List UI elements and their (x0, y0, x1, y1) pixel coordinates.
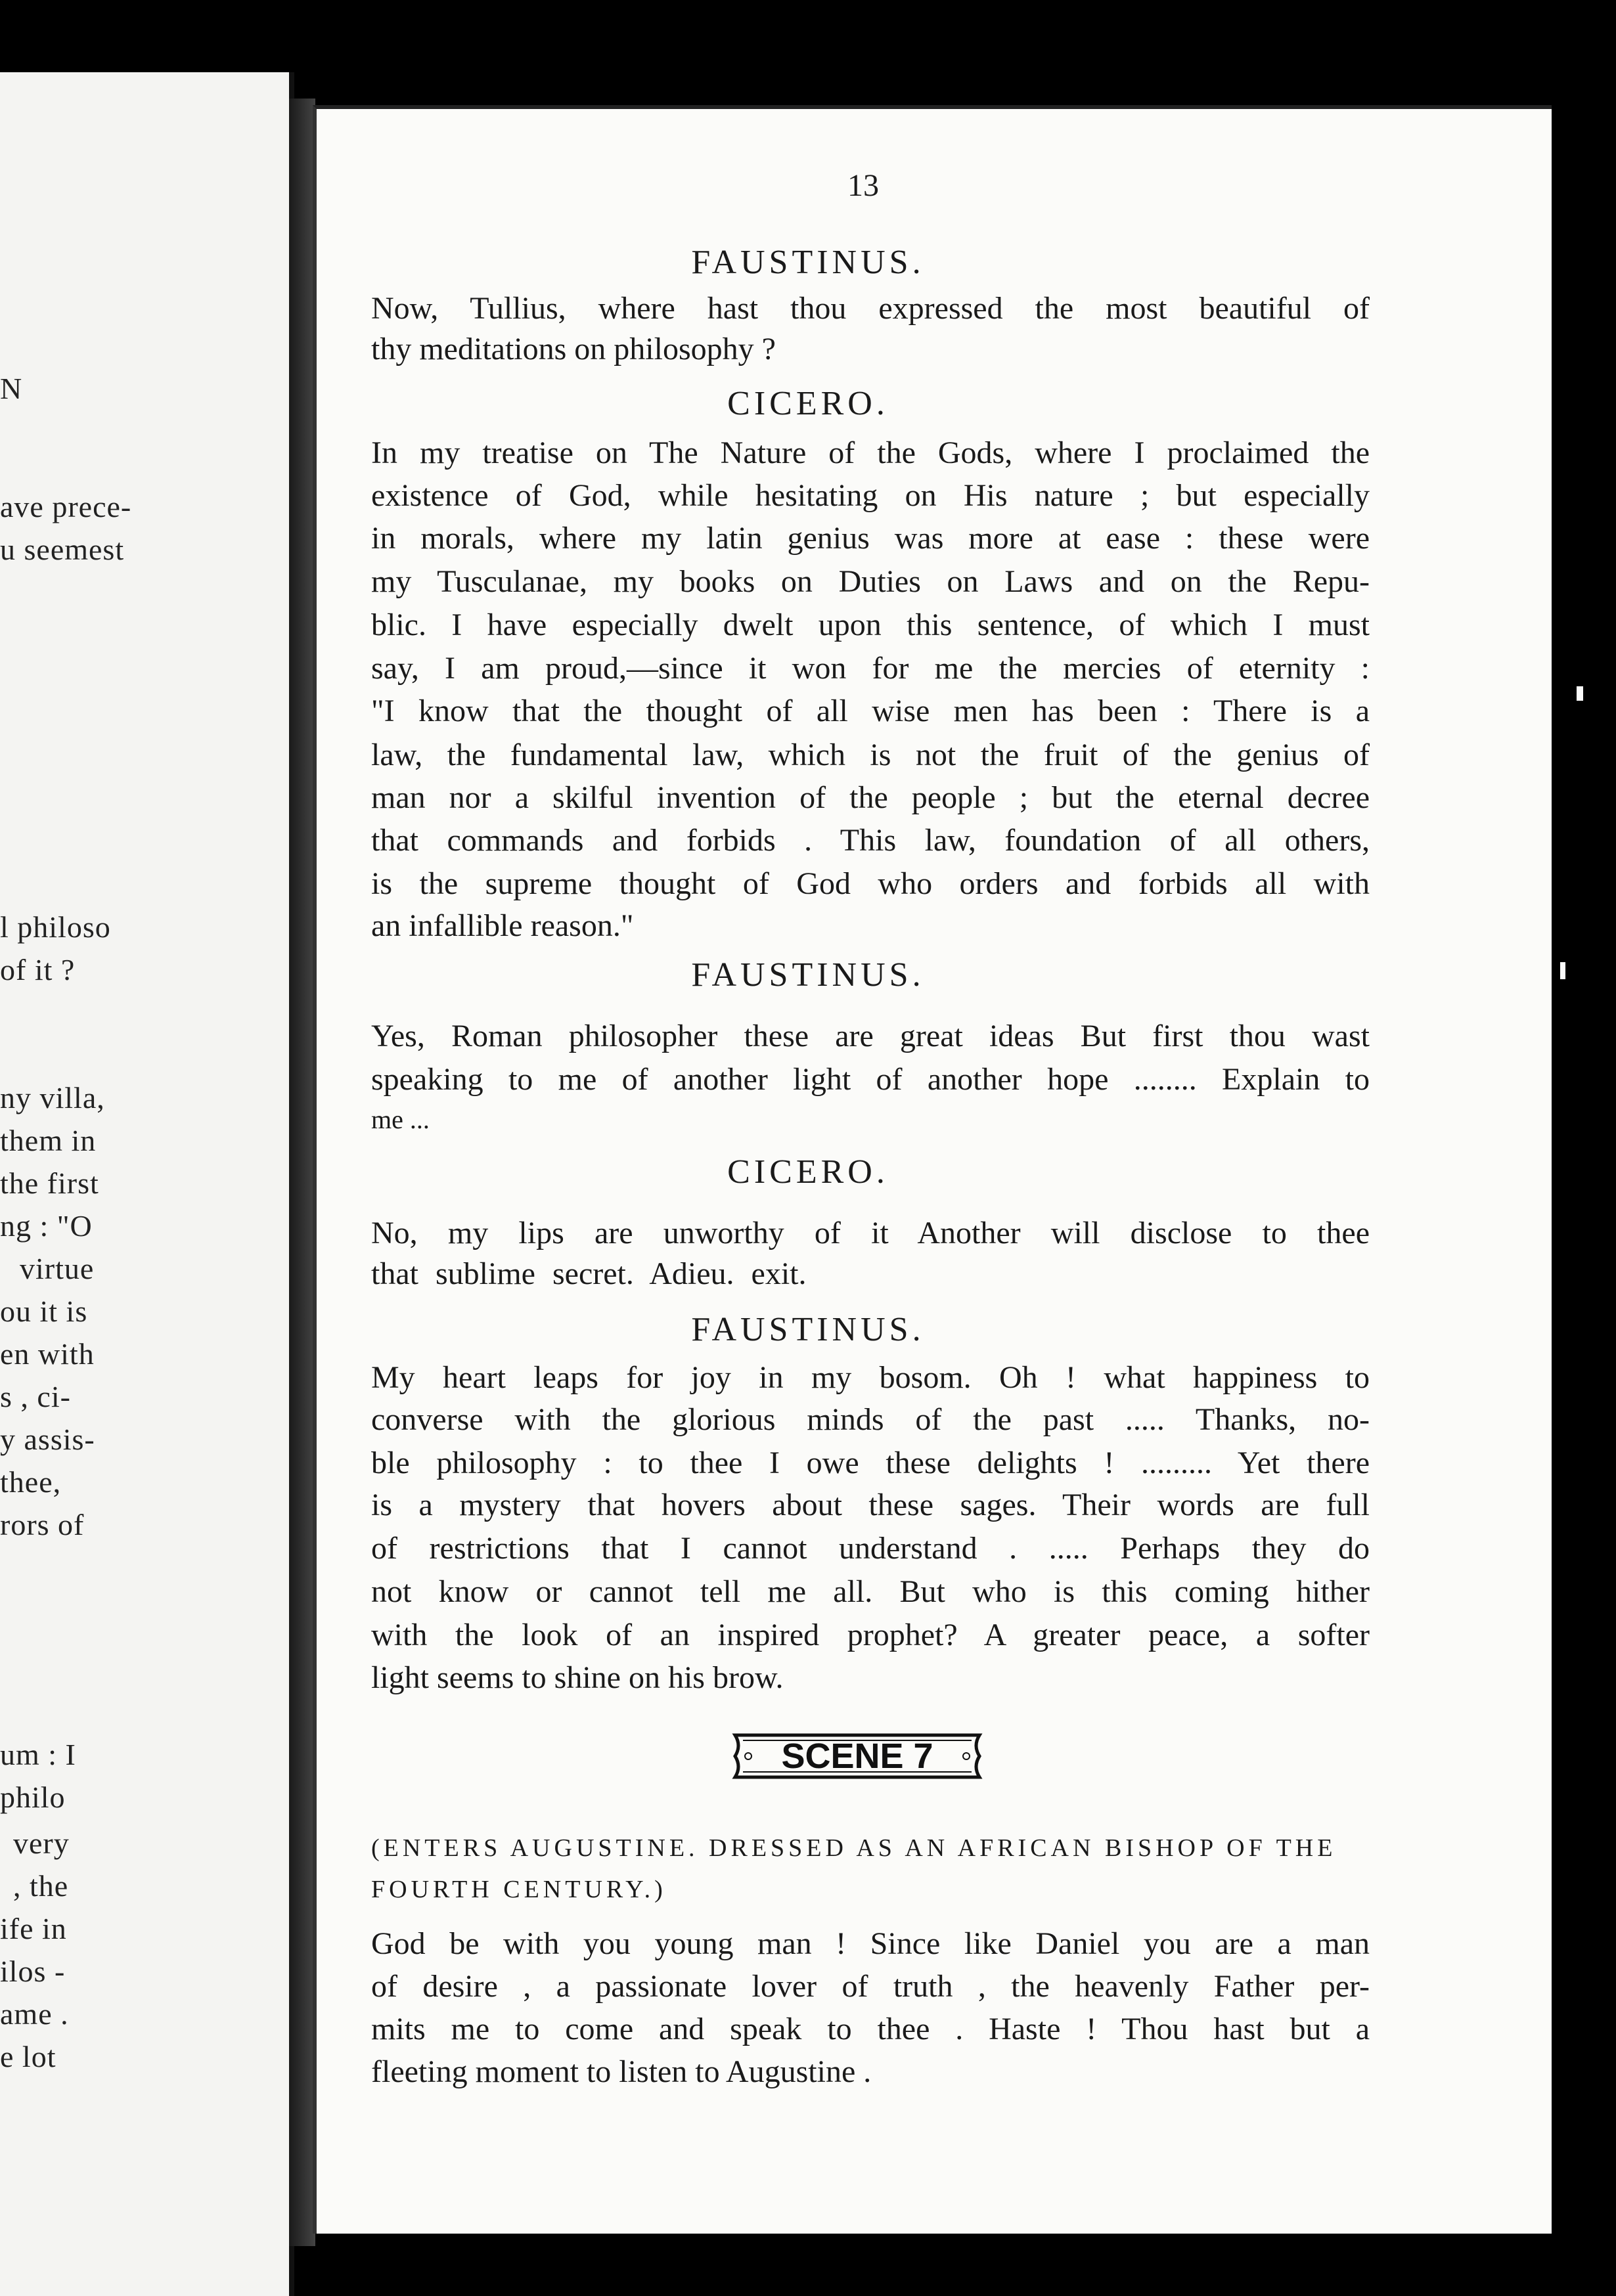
speaker-heading: CICERO. (727, 1153, 889, 1191)
scene-banner-text: SCENE 7 (781, 1736, 933, 1776)
left-page-fragment: ny villa, (0, 1081, 105, 1115)
text-line: converse with the glorious minds of the past ..... Thanks, no- (371, 1402, 1370, 1437)
text-line: say, I am proud,—since it won for me the mercies of eternity : (371, 651, 1370, 686)
left-page-fragment: s , ci- (0, 1380, 71, 1413)
left-page-fragment: u seemest (0, 533, 125, 566)
text-line: Now, Tullius, where hast thou expressed the most beautiful of (371, 291, 1370, 326)
text-line: fleeting moment to listen to Augustine . (371, 2054, 872, 2089)
text-line: "I know that the thought of all wise men has been : There is a (371, 694, 1370, 728)
left-page-fragment: um : I (0, 1738, 76, 1771)
left-page-fragment: very (13, 1826, 70, 1860)
left-page-fragment: virtue (20, 1252, 95, 1285)
left-page-fragment: en with (0, 1337, 95, 1371)
text-line: my Tusculanae, my books on Duties on Laws and on the Repu- (371, 564, 1370, 599)
text-line: an infallible reason." (371, 908, 634, 943)
text-line: that commands and forbids . This law, foundation of all others, (371, 823, 1370, 858)
text-line: existence of God, while hesitating on His nature ; but especially (371, 478, 1370, 513)
text-line: mits me to come and speak to thee . Haste ! Thou hast but a (371, 2012, 1370, 2046)
text-line: ble philosophy : to thee I owe these delights ! ......... Yet there (371, 1446, 1370, 1480)
stage-direction: FOURTH CENTURY.) (371, 1876, 667, 1903)
speaker-heading: FAUSTINUS. (691, 956, 925, 994)
left-page-fragment: y assis- (0, 1423, 95, 1456)
scan-speck (1560, 962, 1565, 979)
left-page-fragment: ilos - (0, 1954, 66, 1988)
text-line: law, the fundamental law, which is not the fruit of the genius of (371, 738, 1370, 772)
left-page-fragment: e lot (0, 2040, 56, 2073)
text-line: man nor a skilful invention of the people ; but the eternal decree (371, 780, 1370, 815)
text-line: In my treatise on The Nature of the Gods, where I proclaimed the (371, 435, 1370, 470)
page-number: 13 (847, 168, 879, 203)
left-page-fragment: ave prece- (0, 490, 132, 523)
left-page-fragment: the first (0, 1166, 99, 1200)
text-line: God be with you young man ! Since like Daniel you are a man (371, 1926, 1370, 1961)
text-line: is the supreme thought of God who orders and forbids all with (371, 866, 1370, 901)
left-page-fragment: ou it is (0, 1294, 88, 1328)
left-page-fragment: ng : "O (0, 1209, 93, 1243)
left-page-fragment: ame . (0, 1997, 69, 2031)
text-line: me ... (371, 1105, 430, 1134)
left-page-fragment: rors of (0, 1508, 85, 1541)
stage-direction: (ENTERS AUGUSTINE. DRESSED AS AN AFRICAN BISHOP OF THE (371, 1834, 1337, 1862)
text-line: is a mystery that hovers about these sages. Their words are full (371, 1488, 1370, 1522)
scan-speck (1577, 686, 1583, 701)
text-line: light seems to shine on his brow. (371, 1660, 784, 1695)
text-line: that sublime secret. Adieu. exit. (371, 1256, 807, 1291)
speaker-heading: CICERO. (727, 385, 889, 422)
text-line: My heart leaps for joy in my bosom. Oh ! what happiness to (371, 1360, 1370, 1395)
text-line: with the look of an inspired prophet? A greater peace, a softer (371, 1618, 1370, 1652)
left-page-fragment: thee, (0, 1465, 62, 1499)
text-line: speaking to me of another light of another hope ........ Explain to (371, 1062, 1370, 1097)
text-line: No, my lips are unworthy of it Another will disclose to thee (371, 1216, 1370, 1250)
left-page-fragment: , the (13, 1869, 69, 1903)
left-page-fragment: N (0, 372, 23, 405)
text-line: Yes, Roman philosopher these are great ideas But first thou wast (371, 1019, 1370, 1053)
left-page-fragment: philo (0, 1780, 66, 1814)
scene-banner-frame (726, 1726, 989, 1786)
text-line: not know or cannot tell me all. But who is this coming hither (371, 1574, 1370, 1609)
text-line: of desire , a passionate lover of truth , the heavenly Father per- (371, 1969, 1370, 2004)
scene-banner (726, 1726, 989, 1786)
text-line: thy meditations on philosophy ? (371, 332, 776, 366)
text-line: in morals, where my latin genius was more at ease : these were (371, 521, 1370, 556)
text-line: blic. I have especially dwelt upon this sentence, of which I must (371, 607, 1370, 642)
left-page-fragment: of it ? (0, 953, 76, 986)
left-page-fragment: them in (0, 1124, 97, 1157)
left-page-fragment: ife in (0, 1912, 67, 1945)
speaker-heading: FAUSTINUS. (691, 1311, 925, 1348)
text-line: of restrictions that I cannot understand . ..... Perhaps they do (371, 1531, 1370, 1566)
left-page-fragment: l philoso (0, 910, 111, 944)
speaker-heading: FAUSTINUS. (691, 244, 925, 281)
